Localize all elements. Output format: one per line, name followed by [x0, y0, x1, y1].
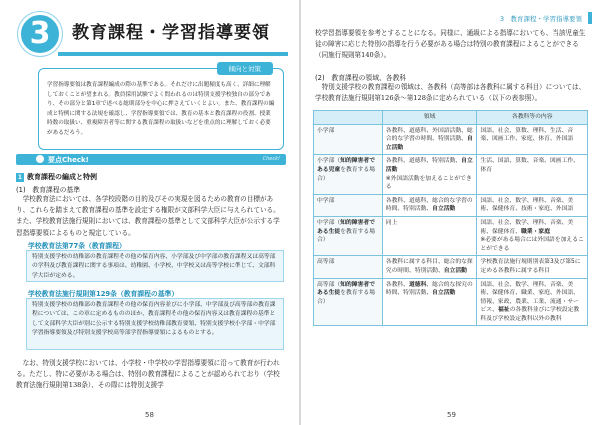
- table-row: [314, 256, 588, 278]
- dept-cell: 中学部（知的障害者である生徒を教育する場合）: [314, 216, 383, 255]
- dept-cell: 高等部: [314, 256, 383, 278]
- curriculum-table: [313, 110, 588, 326]
- trend-box: [38, 65, 284, 150]
- page-number: 59: [447, 411, 456, 419]
- body-paragraph: 校学習指導要領を参考とすることになる。同様に、通級による指導においても、当該児童生徒の障害に応じた特別の指導を行う必要がある場合は特別の教育課程によることができる（同施行規則第140条）。: [315, 29, 586, 60]
- body-paragraph: 学校教育法においては、各学校段階の目的及びその実現を図るための教育の目標があり、これらを踏まえて教育課程の基準を設定する権限が文部科学大臣に与えられている。また、学校教育法施行規則においては、教育課程の基準として文部科学大臣が公示する学習指導要領によるものと規定している。: [16, 195, 280, 237]
- table-row: [314, 278, 588, 326]
- dept-cell: 中学部: [314, 194, 383, 216]
- domain-cell: 各教科、道徳科、総合的な学習の時間、特別活動、自立活動: [382, 194, 477, 216]
- point-check-label: 要点Check!: [48, 156, 89, 164]
- chapter-header: [18, 12, 288, 58]
- page-number: 58: [145, 411, 154, 419]
- law-box: 特別支援学校の幼稚部の教育課程その他の保育内容並びに小学部、中学部及び高等部の教育課程については、この章に定めるもののほか、教育課程その他の保育内容又は教育課程の基準として文部科学大臣が別に公示する特別支援学校幼稚部教育要領、特別支援学校小学部・中学部学習指導要領及び特別支援学校高等部学習指導要領によるものとする。: [26, 298, 284, 350]
- section-number: 1: [17, 174, 23, 181]
- table-row: [314, 155, 588, 194]
- domain-cell: 各教科、道徳科、外国語活動、総合的な学習の時間、特別活動、自立活動: [382, 124, 477, 155]
- table-header-row: [314, 111, 588, 125]
- section-title: 教育課程の編成と特例: [27, 173, 97, 181]
- table-header: [314, 111, 383, 125]
- table-row: [314, 194, 588, 216]
- lightbulb-icon: [36, 155, 44, 163]
- trend-text: 学習指導要領は教育課程編成の際の基準である。それだけに出題頻度も高く、詳細に理解しておくことが望まれる。教員採用試験でよく問われるのは特別支援学校独自の部分であり、その部分と第1章で述べる総則部分を中心に押さえていくとよい。また、教育課程の編成と特例に関する法規を確認し、学習指導要領では、教育の基本と教育課程の役割、授業時数の取扱い、重複障害者等に関する教育課程の取扱いなどを重点的に理解しておく必要があるだろう。: [47, 82, 275, 136]
- domain-cell: 同上: [382, 216, 477, 255]
- subjects-cell: 生活、国語、算数、音楽、図画工作、体育: [477, 155, 588, 194]
- table-header: 領域: [382, 111, 477, 125]
- right-page: [301, 0, 600, 425]
- chapter-underline: [58, 52, 288, 56]
- running-head-title: 教育課程・学習指導要領: [510, 15, 582, 23]
- domain-cell: 各教科、道徳科、特別活動、自立活動 ※外国語活動を加えることができる: [382, 155, 477, 194]
- trend-tab: 傾向と対策: [217, 62, 274, 75]
- body-paragraph: なお、特別支援学校においては、小学校・中学校の学習指導要領に沿って教育が行われる。ただし、特に必要がある場合は、特別の教育課程によることが認められており（学校教育法施行規則第138条）、その際には特別支援学: [16, 359, 280, 390]
- dept-cell: 小学部: [314, 124, 383, 155]
- body-paragraph: 特別支援学校の教育課程の領域は、各教科（高等部は各教科に属する科目）については、学校教育法施行規則第126条～第128条に定められている（以下の表参照）。: [315, 83, 586, 103]
- chapter-number: 3: [18, 12, 62, 56]
- point-check-sub: Check!: [262, 156, 280, 162]
- dept-cell: 小学部（知的障害者である児童を教育する場合）: [314, 155, 383, 194]
- subjects-cell: 国語、社会、算数、理科、生活、音楽、図画工作、家庭、体育、外国語: [477, 124, 588, 155]
- running-head-number: 3: [499, 15, 504, 23]
- domain-cell: 各教科に属する科目、総合的な探究の時間、特別活動、自立活動: [382, 256, 477, 278]
- subsection-heading: (2) 教育課程の領域、各教科: [315, 74, 407, 82]
- law-heading: 学校教育法第77条（教育課程）: [28, 242, 126, 250]
- table-row: [314, 124, 588, 155]
- chapter-title: 教育課程・学習指導要領: [72, 23, 270, 43]
- law-heading: 学校教育法施行規則第129条（教育課程の基準）: [28, 290, 179, 298]
- subjects-cell: 国語、社会、数学、理科、音楽、美術、保健体育、職業・家庭 ※必要がある場合には外国語を加えることができる: [477, 216, 588, 255]
- section-heading: [16, 172, 97, 182]
- running-head: [500, 14, 582, 23]
- table-header: 各教科等の内容: [477, 111, 588, 125]
- dept-cell: 高等部（知的障害者である生徒を教育する場合）: [314, 278, 383, 326]
- subjects-cell: 国語、社会、数学、理科、音楽、美術、保健体育、技術・家庭、外国語: [477, 194, 588, 216]
- subsection-heading: (1) 教育課程の基準: [16, 186, 81, 194]
- point-check-bar: [16, 154, 286, 165]
- table-row: [314, 216, 588, 255]
- domain-cell: 各教科、道徳科、総合的な探究の時間、特別活動、自立活動: [382, 278, 477, 326]
- subjects-cell: 学校教育法施行規則別表第3及び第5に定める各教科に属する科目: [477, 256, 588, 278]
- law-box: 特別支援学校の幼稚部の教育課程その他の保育内容、小学部及び中学部の教育課程又は高等部の学科及び教育課程に関する事項は、幼稚園、小学校、中学校又は高等学校に準じて、文部科学大臣が定める。: [26, 250, 284, 282]
- running-head-bar: [588, 12, 592, 24]
- subjects-cell: 国語、社会、数学、理科、音楽、美術、保健体育、職業、家庭、外国語、情報、家政、農業、工業、流通・サービス、福祉の各教科並びに学校設定教科及び学校設定教科以外の教科: [477, 278, 588, 326]
- left-page: [0, 0, 299, 425]
